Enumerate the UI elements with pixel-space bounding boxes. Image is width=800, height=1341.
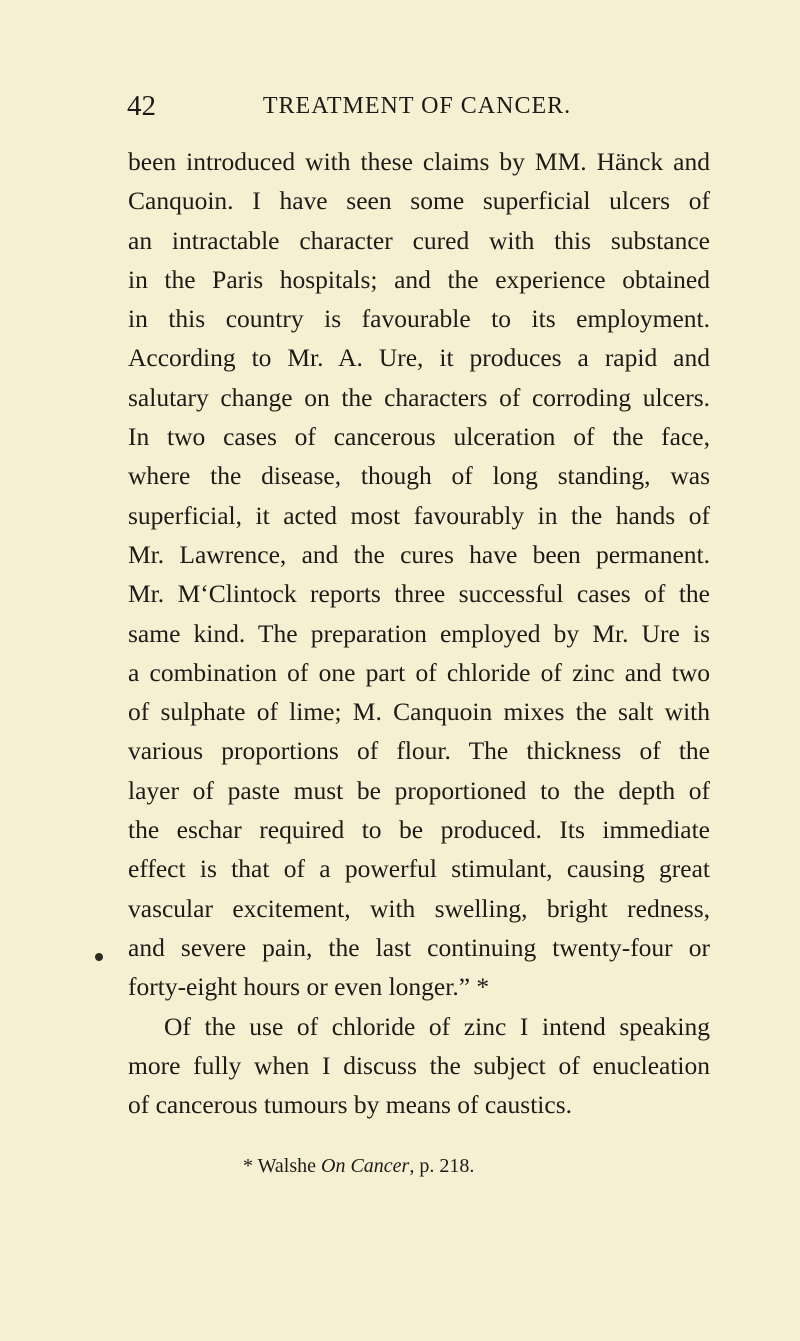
- text-line: an intractable character cured with this substance: [128, 225, 710, 255]
- text-line: salutary change on the characters of corroding ulcers.: [128, 382, 710, 412]
- running-head: TREATMENT OF CANCER.: [262, 93, 572, 119]
- text-line: various proportions of flour. The thickness of the: [128, 736, 710, 766]
- text-line: and severe pain, the last continuing twenty-four or: [128, 932, 710, 962]
- page-header: [0, 88, 800, 124]
- page-number: 42: [127, 90, 156, 122]
- text-line: In two cases of cancerous ulceration of the face,: [128, 422, 710, 452]
- text-line: forty-eight hours or even longer.” *: [128, 972, 490, 1002]
- text-line: of cancerous tumours by means of caustics.: [128, 1090, 572, 1120]
- text-line: superficial, it acted most favourably in the hands of: [128, 500, 710, 530]
- text-line: in the Paris hospitals; and the experience obtained: [128, 264, 710, 294]
- text-line: Canquoin. I have seen some superficial ulcers of: [128, 186, 710, 216]
- footnote: [243, 1153, 474, 1179]
- text-line: of sulphate of lime; M. Canquoin mixes the salt with: [128, 697, 710, 727]
- text-line: vascular excitement, with swelling, bright redness,: [128, 893, 710, 923]
- footnote-title: On Cancer: [321, 1155, 410, 1177]
- margin-mark: [95, 953, 103, 961]
- text-line: where the disease, though of long standing, was: [128, 461, 710, 491]
- footnote-rest: , p. 218.: [409, 1155, 475, 1177]
- text-line: Mr. Lawrence, and the cures have been permanent.: [128, 539, 710, 569]
- body-text: [128, 142, 710, 1124]
- text-line: been introduced with these claims by MM. Hänck and: [128, 147, 710, 176]
- text-line: layer of paste must be proportioned to the depth of: [128, 775, 710, 805]
- paragraph-first-line: Of the use of chloride of zinc I intend speaking: [164, 1011, 710, 1041]
- text-line: the eschar required to be produced. Its immediate: [128, 815, 710, 845]
- text-line: effect is that of a powerful stimulant, causing great: [128, 854, 710, 884]
- text-line: more fully when I discuss the subject of enucleation: [128, 1050, 710, 1080]
- text-line: same kind. The preparation employed by Mr. Ure is: [128, 618, 710, 648]
- text-line: Mr. M‘Clintock reports three successful cases of the: [128, 579, 710, 609]
- footnote-marker: * Walshe: [243, 1155, 322, 1177]
- text-line: According to Mr. A. Ure, it produces a rapid and: [128, 343, 710, 373]
- text-line: in this country is favourable to its employment.: [128, 304, 710, 334]
- text-line: a combination of one part of chloride of zinc and two: [128, 657, 710, 687]
